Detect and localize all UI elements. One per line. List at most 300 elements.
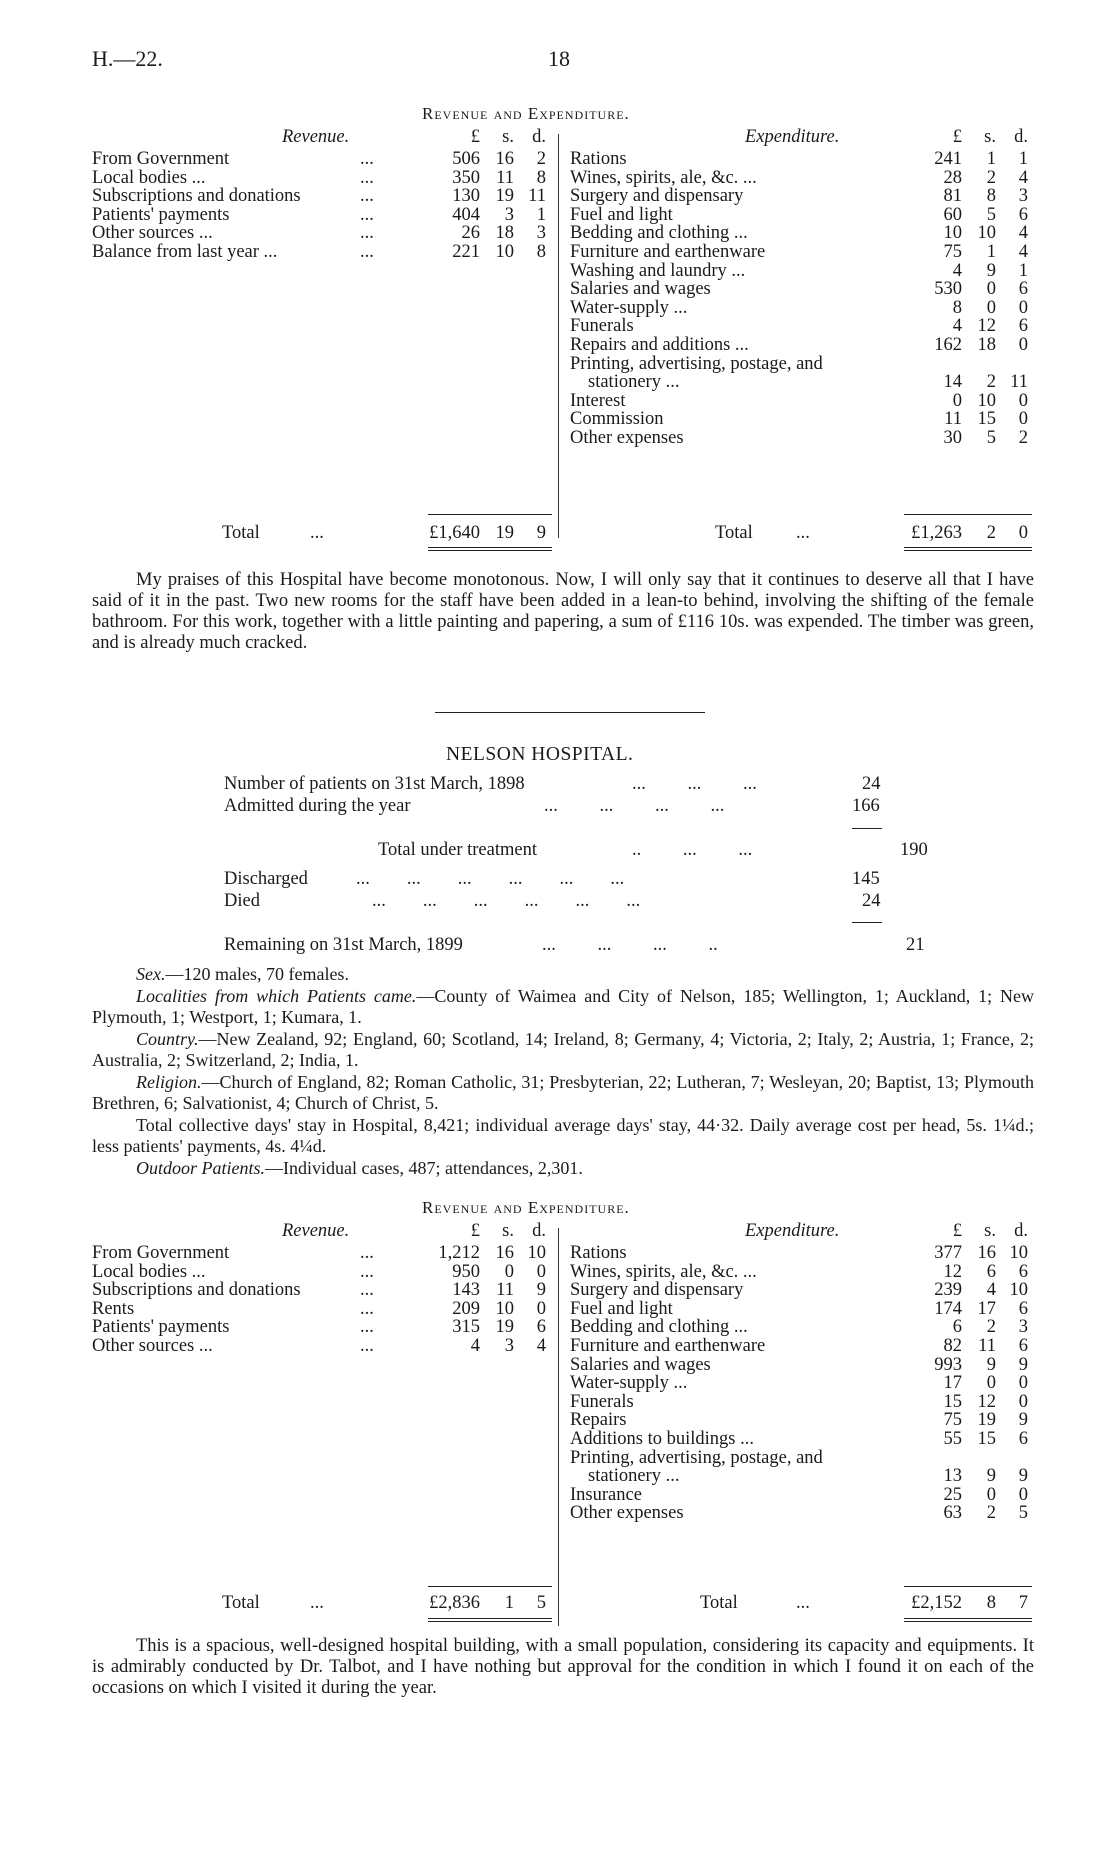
row-pounds: 13 [943, 1466, 962, 1487]
row-label: Salaries and wages [570, 279, 711, 300]
row-pounds: 221 [452, 241, 480, 262]
row-label: Wines, spirits, ale, &c. ... [570, 1261, 757, 1282]
paragraph-1: My praises of this Hospital have become monotonous. Now, I will only say that it continues to deserve all that I have said of it in the past. Two new rooms for the staff have been added in a lean-to behind, involving the shifting of the female bathroom. For this work, together with a little painting and papering, a sum of £116 10s. was expended. The timber was green, and is already much cracked. [92, 570, 1034, 653]
revenue-row [92, 204, 550, 223]
row-pounds: 377 [934, 1243, 962, 1263]
row-label: Funerals [570, 1391, 634, 1412]
expenditure-row [570, 1372, 1032, 1394]
row-shillings: 2 [986, 372, 996, 393]
dots: ... [360, 204, 374, 225]
note-collective-stay: Total collective days' stay in Hospital, 8,421; individual average days' stay, 44·32. Daily average cost per head, 5s. 1¼d.; less patients' payments, 4s. 4¼d. [92, 1114, 1034, 1156]
row-pence: 4 [1018, 223, 1028, 244]
row-pounds: 11 [944, 409, 962, 430]
table1-expenditure-total [570, 522, 1032, 544]
row-shillings: 6 [986, 1261, 996, 1282]
table1-expenditure [570, 126, 1032, 446]
row-pounds: 12 [943, 1261, 962, 1282]
table1-revenue [92, 126, 550, 260]
total-pence: 5 [536, 1593, 546, 1613]
row-shillings: 1 [986, 149, 996, 169]
row-pence: 6 [1018, 1335, 1028, 1356]
row-pounds: 75 [943, 241, 962, 262]
expenditure-row [570, 185, 1032, 207]
row-shillings: 10 [977, 390, 996, 411]
row-pounds: 404 [452, 204, 480, 225]
row-label: Commission [570, 409, 664, 430]
row-pence: 0 [536, 1298, 546, 1319]
row-shillings: 11 [978, 1335, 996, 1356]
stat-rule [852, 828, 882, 829]
nelson-stat-admitted: Admitted during the year [224, 796, 411, 816]
expenditure-row [570, 148, 1032, 167]
note-religion: Religion.—Church of England, 82; Roman Catholic, 31; Presbyterian, 22; Lutheran, 7; Wesleyan, 20; Baptist, 13; Plymouth Brethren, 6; Salvationist, 4; Church of Christ, 5. [92, 1071, 1034, 1113]
total-label: Total [700, 1593, 738, 1613]
row-pence: 8 [536, 167, 546, 188]
dots: ... ... ... .. [542, 935, 718, 955]
nelson-stat-total-label: Total under treatment [378, 840, 537, 860]
expenditure-row [570, 260, 1032, 279]
nelson-stat-remaining-value: 21 [906, 935, 925, 955]
total-label: Total [222, 523, 260, 543]
row-label: Patients' payments [92, 204, 230, 225]
row-pence: 0 [1018, 1373, 1028, 1394]
row-pounds: 162 [934, 334, 962, 355]
row-shillings: 16 [495, 1243, 514, 1263]
dots: ... [360, 1261, 374, 1282]
row-pence: 1 [1018, 149, 1028, 169]
expenditure-row [570, 1447, 1032, 1466]
row-pence: 0 [1018, 409, 1028, 430]
col-shillings: s. [984, 127, 996, 147]
table2-revenue-double-rule [428, 1621, 552, 1622]
table1-revenue-double-rule [428, 547, 552, 548]
row-label: stationery ... [588, 1466, 680, 1487]
note-outdoor: Outdoor Patients.—Individual cases, 487; attendances, 2,301. [136, 1157, 583, 1178]
row-label: Washing and laundry ... [570, 260, 746, 281]
row-label: Wines, spirits, ale, &c. ... [570, 167, 757, 188]
paragraph-2: This is a spacious, well-designed hospital building, with a small population, considering its capacity and equipments. It is admirably conducted by Dr. Talbot, and I have nothing but approval for the condition in which I found it on each of the occasions on which I visited it during the year. [92, 1636, 1034, 1698]
col-pounds: £ [470, 1221, 480, 1241]
row-pence: 4 [1018, 241, 1028, 262]
total-pence: 9 [536, 523, 546, 543]
row-label: Additions to buildings ... [570, 1428, 754, 1449]
row-shillings: 3 [504, 1335, 514, 1356]
dots: .. ... ... [632, 840, 753, 860]
row-pounds: 10 [943, 223, 962, 244]
row-shillings: 18 [495, 223, 514, 244]
row-label: Rations [570, 1243, 627, 1263]
row-label: Insurance [570, 1484, 642, 1505]
total-label: Total [222, 1593, 260, 1613]
row-label: From Government [92, 1243, 230, 1263]
row-label: Bedding and clothing ... [570, 1317, 748, 1338]
expenditure-row [570, 297, 1032, 316]
row-pence: 0 [1018, 390, 1028, 411]
row-pounds: 4 [952, 260, 962, 281]
page-number: 18 [548, 46, 570, 71]
row-label: Funerals [570, 316, 634, 337]
dots: ... [360, 1280, 374, 1301]
row-pence: 0 [536, 1261, 546, 1282]
nelson-stat-admitted-value: 166 [852, 796, 880, 816]
row-pounds: 30 [943, 427, 962, 448]
table1-expenditure-total-rule [904, 514, 1032, 515]
table2-revenue-header [92, 1220, 550, 1242]
table2-revenue [92, 1220, 550, 1354]
expenditure-row [570, 315, 1032, 337]
row-label: Fuel and light [570, 204, 673, 225]
row-pence: 6 [1018, 279, 1028, 300]
row-pence: 1 [536, 204, 546, 225]
revenue-row [92, 1316, 550, 1338]
dots: ... [360, 149, 374, 169]
row-pence: 6 [1018, 1261, 1028, 1282]
row-pounds: 8 [952, 297, 962, 318]
row-pence: 3 [1018, 186, 1028, 207]
table1-revenue-total-rule [428, 514, 552, 515]
col-shillings: s. [502, 127, 514, 147]
row-pounds: 506 [452, 149, 480, 169]
table2-expenditure-total [570, 1592, 1032, 1614]
dots: ... [360, 1335, 374, 1356]
col-pounds: £ [470, 127, 480, 147]
row-pounds: 130 [452, 186, 480, 207]
row-shillings: 0 [504, 1261, 514, 1282]
row-pence: 2 [1018, 427, 1028, 448]
total-shillings: 2 [986, 523, 996, 543]
row-shillings: 19 [495, 1317, 514, 1338]
table2-revenue-total [92, 1592, 550, 1614]
row-pounds: 0 [952, 390, 962, 411]
revenue-row [92, 1279, 550, 1301]
table1-revenue-total [92, 522, 550, 544]
expenditure-row [570, 1316, 1032, 1338]
expenditure-row [570, 1428, 1032, 1447]
total-pence: 0 [1018, 523, 1028, 543]
table2-revenue-heading: Revenue. [282, 1221, 350, 1241]
row-shillings: 9 [986, 260, 996, 281]
expenditure-row [570, 1242, 1032, 1261]
row-label: Other sources ... [92, 223, 213, 244]
total-shillings: 1 [504, 1593, 514, 1613]
table2-expenditure-heading: Expenditure. [745, 1221, 840, 1241]
row-pence: 9 [536, 1280, 546, 1301]
row-pounds: 993 [934, 1354, 962, 1375]
revenue-row [92, 185, 550, 207]
row-pence: 6 [536, 1317, 546, 1338]
row-pence: 9 [1018, 1354, 1028, 1375]
row-label: Fuel and light [570, 1298, 673, 1319]
row-shillings: 16 [495, 149, 514, 169]
revenue-row [92, 1261, 550, 1280]
row-pounds: 60 [943, 204, 962, 225]
stat-rule [852, 922, 882, 923]
dots: ... ... ... ... ... ... [356, 869, 625, 889]
total-shillings: 19 [495, 523, 514, 543]
row-label: Interest [570, 390, 626, 411]
row-label: Furniture and earthenware [570, 1335, 766, 1356]
row-shillings: 3 [504, 204, 514, 225]
row-pence: 5 [1018, 1503, 1028, 1524]
table2-revenue-total-rule [428, 1586, 552, 1587]
row-shillings: 11 [496, 167, 514, 188]
note-country: Country.—New Zealand, 92; England, 60; Scotland, 14; Ireland, 8; Germany, 4; Victoria, 2; Italy, 2; Austria, 1; France, 2; Australia, 2; Switzerland, 2; India, 1. [92, 1028, 1034, 1070]
dots: ... [360, 1317, 374, 1338]
row-pounds: 6 [952, 1317, 962, 1338]
expenditure-row [570, 1409, 1032, 1431]
row-pounds: 82 [943, 1335, 962, 1356]
row-pence: 3 [536, 223, 546, 244]
nelson-stat-died-value: 24 [862, 891, 881, 911]
row-shillings: 0 [986, 1484, 996, 1505]
table2-expenditure-double-rule [904, 1618, 1032, 1619]
expenditure-row [570, 204, 1032, 223]
table1-expenditure-header [570, 126, 1032, 148]
row-shillings: 0 [986, 279, 996, 300]
row-pence: 10 [1009, 1280, 1028, 1301]
expenditure-row [570, 353, 1032, 372]
row-label: Printing, advertising, postage, and [570, 353, 823, 374]
expenditure-row [570, 427, 1032, 446]
row-pounds: 209 [452, 1298, 480, 1319]
expenditure-row [570, 1335, 1032, 1354]
dots: ... [360, 186, 374, 207]
dots: ... [360, 241, 374, 262]
row-shillings: 17 [977, 1298, 996, 1319]
row-pence: 0 [1018, 297, 1028, 318]
row-pence: 6 [1018, 204, 1028, 225]
revenue-row [92, 1242, 550, 1261]
row-label: Printing, advertising, postage, and [570, 1447, 823, 1468]
page-reference: H.—22. [92, 46, 163, 71]
row-shillings: 0 [986, 297, 996, 318]
row-pence: 2 [536, 149, 546, 169]
row-label: Balance from last year ... [92, 241, 278, 262]
row-shillings: 5 [986, 427, 996, 448]
row-label: Rations [570, 149, 627, 169]
row-label: Surgery and dispensary [570, 1280, 744, 1301]
nelson-notes [92, 964, 1034, 1179]
row-pounds: 350 [452, 167, 480, 188]
row-pounds: 174 [934, 1298, 962, 1319]
row-pence: 9 [1018, 1410, 1028, 1431]
dots: ... [310, 523, 324, 543]
row-shillings: 1 [986, 241, 996, 262]
row-shillings: 2 [986, 1317, 996, 1338]
row-label: Other sources ... [92, 1335, 213, 1356]
row-pence: 4 [536, 1335, 546, 1356]
table1-expenditure-heading: Expenditure. [745, 127, 840, 147]
row-pence: 0 [1018, 1484, 1028, 1505]
row-pence: 10 [1009, 1243, 1028, 1263]
row-shillings: 15 [977, 1428, 996, 1449]
row-shillings: 9 [986, 1466, 996, 1487]
dots: ... [796, 1593, 810, 1613]
row-shillings: 4 [986, 1280, 996, 1301]
row-pounds: 239 [934, 1280, 962, 1301]
expenditure-row [570, 371, 1032, 393]
row-pounds: 15 [943, 1391, 962, 1412]
expenditure-row [570, 1354, 1032, 1373]
row-pence: 0 [1018, 334, 1028, 355]
dots: ... ... ... ... ... ... [372, 891, 641, 911]
table2-expenditure-double-rule [904, 1621, 1032, 1622]
row-pounds: 28 [943, 167, 962, 188]
row-label: Salaries and wages [570, 1354, 711, 1375]
nelson-stat-remaining: Remaining on 31st March, 1899 [224, 935, 463, 955]
nelson-title: NELSON HOSPITAL. [446, 744, 634, 765]
expenditure-row [570, 1279, 1032, 1301]
row-shillings: 10 [977, 223, 996, 244]
row-label: Rents [92, 1298, 135, 1319]
row-pence: 6 [1018, 1298, 1028, 1319]
total-pounds: £2,152 [911, 1593, 962, 1613]
row-pence: 1 [1018, 260, 1028, 281]
nelson-stat-discharged-value: 145 [852, 869, 880, 889]
row-shillings: 2 [986, 1503, 996, 1524]
row-shillings: 19 [495, 186, 514, 207]
row-pounds: 530 [934, 279, 962, 300]
expenditure-row [570, 167, 1032, 186]
expenditure-row [570, 1261, 1032, 1280]
note-sex: Sex.—120 males, 70 females. [136, 964, 349, 984]
table1-revenue-double-rule [428, 550, 552, 551]
row-shillings: 10 [495, 1298, 514, 1319]
row-pounds: 315 [452, 1317, 480, 1338]
dots: ... [360, 1298, 374, 1319]
row-label: Water-supply ... [570, 1373, 688, 1394]
expenditure-row [570, 390, 1032, 409]
table2-divider [558, 1228, 559, 1626]
row-label: Local bodies ... [92, 167, 206, 188]
row-pounds: 241 [934, 149, 962, 169]
revenue-row [92, 222, 550, 244]
row-shillings: 16 [977, 1243, 996, 1263]
dots: ... [796, 523, 810, 543]
row-pounds: 14 [943, 372, 962, 393]
col-shillings: s. [502, 1221, 514, 1241]
table2-expenditure-total-rule [904, 1586, 1032, 1587]
row-shillings: 2 [986, 167, 996, 188]
nelson-stat-1898-value: 24 [862, 774, 881, 794]
table1-expenditure-double-rule [904, 547, 1032, 548]
row-pounds: 81 [943, 186, 962, 207]
row-label: From Government [92, 149, 230, 169]
expenditure-row [570, 222, 1032, 244]
row-pounds: 1,212 [438, 1243, 480, 1263]
row-shillings: 19 [977, 1410, 996, 1431]
col-pounds: £ [952, 127, 962, 147]
expenditure-row [570, 241, 1032, 260]
row-label: Water-supply ... [570, 297, 688, 318]
expenditure-row [570, 1391, 1032, 1410]
row-pence: 9 [1018, 1466, 1028, 1487]
row-shillings: 0 [986, 1373, 996, 1394]
expenditure-row [570, 1484, 1032, 1503]
dots: ... ... ... [632, 774, 757, 794]
total-pounds: £1,640 [429, 523, 480, 543]
row-pounds: 4 [952, 316, 962, 337]
row-label: Local bodies ... [92, 1261, 206, 1282]
nelson-stat-discharged: Discharged [224, 869, 308, 889]
row-pence: 11 [1010, 372, 1028, 393]
row-label: stationery ... [588, 372, 680, 393]
row-label: Subscriptions and donations [92, 1280, 301, 1301]
table1-revenue-header [92, 126, 550, 148]
row-shillings: 11 [496, 1280, 514, 1301]
section-divider [435, 712, 705, 713]
row-shillings: 10 [495, 241, 514, 262]
expenditure-row [570, 334, 1032, 353]
expenditure-row [570, 1502, 1032, 1524]
row-shillings: 12 [977, 1391, 996, 1412]
row-pounds: 17 [943, 1373, 962, 1394]
table2-expenditure [570, 1220, 1032, 1524]
col-pence: d. [532, 1221, 546, 1241]
revenue-row [92, 1298, 550, 1317]
row-pounds: 4 [470, 1335, 480, 1356]
row-label: Repairs and additions ... [570, 334, 749, 355]
row-label: Bedding and clothing ... [570, 223, 748, 244]
row-label: Subscriptions and donations [92, 186, 301, 207]
table1-revenue-heading: Revenue. [282, 127, 350, 147]
total-pounds: £1,263 [911, 523, 962, 543]
row-pounds: 55 [943, 1428, 962, 1449]
total-pence: 7 [1018, 1593, 1028, 1613]
row-pounds: 143 [452, 1280, 480, 1301]
dots: ... [360, 223, 374, 244]
row-shillings: 9 [986, 1354, 996, 1375]
row-pence: 8 [536, 241, 546, 262]
row-shillings: 18 [977, 334, 996, 355]
row-label: Other expenses [570, 427, 684, 448]
note-localities: Localities from which Patients came.—County of Waimea and City of Nelson, 185; Wellington, 1; Auckland, 1; New Plymouth, 1; Westport, 1; Kumara, 1. [92, 985, 1034, 1027]
col-shillings: s. [984, 1221, 996, 1241]
total-pounds: £2,836 [429, 1593, 480, 1613]
row-pence: 3 [1018, 1317, 1028, 1338]
expenditure-row [570, 408, 1032, 430]
nelson-stat-died: Died [224, 891, 260, 911]
col-pence: d. [1014, 1221, 1028, 1241]
expenditure-row [570, 278, 1032, 300]
row-label: Surgery and dispensary [570, 186, 744, 207]
row-label: Repairs [570, 1410, 627, 1431]
revenue-row [92, 241, 550, 260]
row-label: Patients' payments [92, 1317, 230, 1338]
dots: ... [360, 167, 374, 188]
dots: ... [360, 1243, 374, 1263]
row-label: Furniture and earthenware [570, 241, 766, 262]
col-pence: d. [1014, 127, 1028, 147]
row-pence: 6 [1018, 1428, 1028, 1449]
table1-expenditure-double-rule [904, 550, 1032, 551]
dots: ... ... ... ... [544, 796, 725, 816]
table1-title: Revenue and Expenditure. [422, 104, 630, 123]
revenue-row [92, 148, 550, 167]
table2-expenditure-header [570, 1220, 1032, 1242]
table2-revenue-double-rule [428, 1618, 552, 1619]
expenditure-row [570, 1298, 1032, 1317]
row-pounds: 950 [452, 1261, 480, 1282]
row-pence: 4 [1018, 167, 1028, 188]
row-pounds: 75 [943, 1410, 962, 1431]
total-label: Total [715, 523, 753, 543]
revenue-row [92, 1335, 550, 1354]
row-shillings: 8 [986, 186, 996, 207]
row-pence: 10 [527, 1243, 546, 1263]
total-shillings: 8 [986, 1593, 996, 1613]
col-pounds: £ [952, 1221, 962, 1241]
